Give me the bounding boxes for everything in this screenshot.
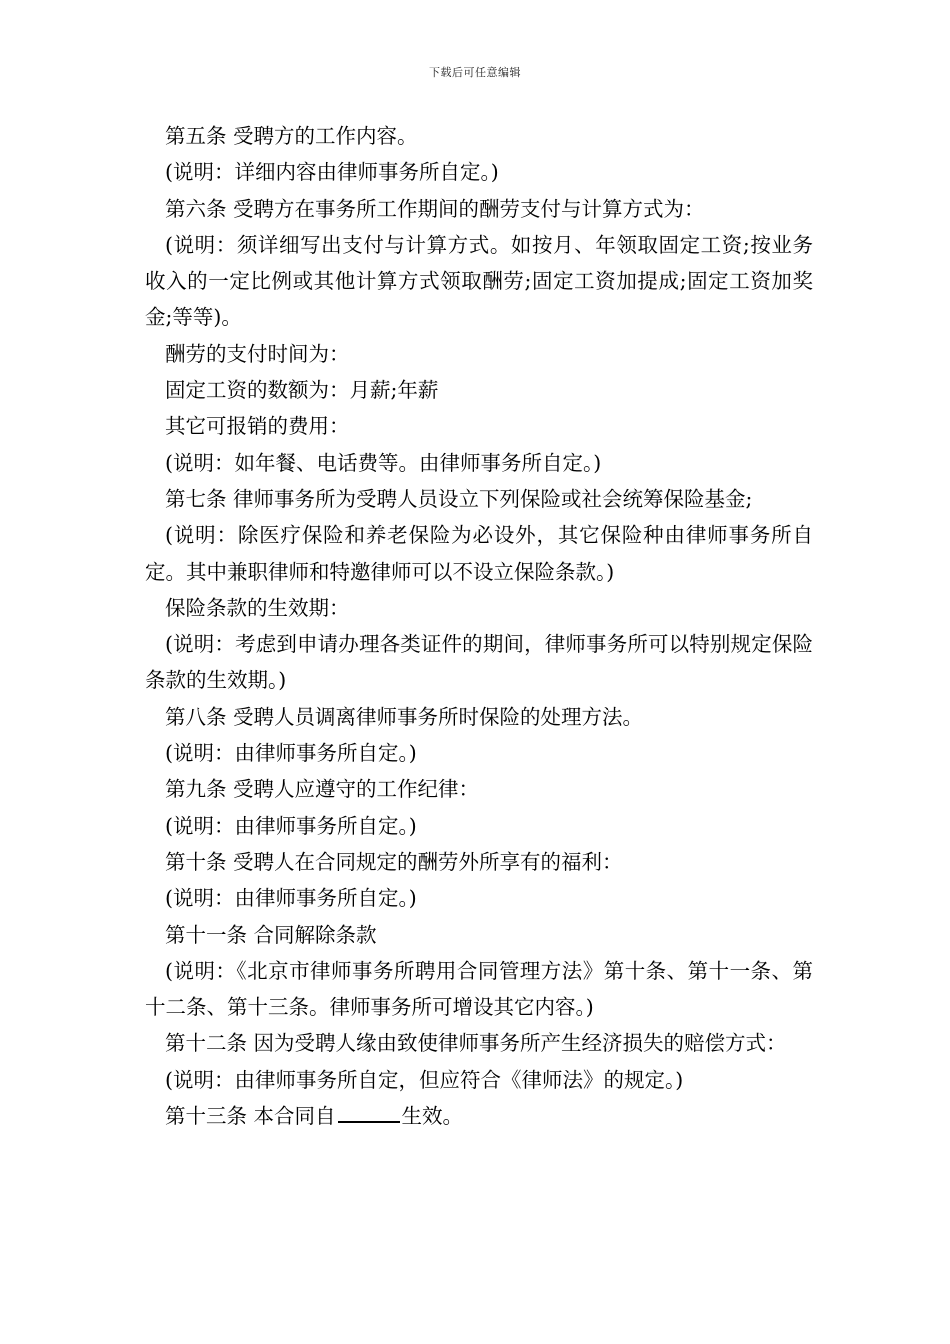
article-8: 第八条 受聘人员调离律师事务所时保险的处理方法。 [165, 704, 644, 729]
article-11-note: (说明：《北京市律师事务所聘用合同管理方法》第十条、第十一条、第十二条、第十三条。律师事务所可增设其它内容。) [145, 958, 813, 1020]
fixed-salary: 固定工资的数额为：月薪;年薪 [165, 378, 439, 403]
payment-time: 酬劳的支付时间为： [165, 341, 350, 366]
article-13 [145, 1098, 813, 1134]
article-6: 第六条 受聘方在事务所工作期间的酬劳支付与计算方式为： [165, 196, 705, 221]
article-9: 第九条 受聘人应遵守的工作纪律： [165, 777, 480, 802]
article-10: 第十条 受聘人在合同规定的酬劳外所享有的福利： [165, 849, 623, 874]
article-13-text-before: 第十三条 本合同自 [165, 1104, 336, 1129]
article-12: 第十二条 因为受聘人缘由致使律师事务所产生经济损失的赔偿方式： [165, 1031, 787, 1056]
reimbursable-expenses: 其它可报销的费用： [165, 414, 350, 439]
page-header: 下载后可任意编辑 [429, 66, 521, 79]
article-7-note: (说明：除医疗保险和养老保险为必设外，其它保险种由律师事务所自定。其中兼职律师和特邀律师可以不设立保险条款。) [145, 523, 813, 584]
article-10-note: (说明：由律师事务所自定。) [165, 886, 417, 911]
document-body [145, 118, 813, 1134]
article-12-note: (说明：由律师事务所自定，但应符合《律师法》的规定。) [165, 1067, 684, 1092]
article-6-note: (说明：须详细写出支付与计算方式。如按月、年领取固定工资;按业务收入的一定比例或其他计算方式领取酬劳;固定工资加提成;固定工资加奖金;等等)。 [145, 232, 813, 330]
article-13-text-after: 生效。 [401, 1104, 464, 1129]
article-8-note: (说明：由律师事务所自定。) [165, 741, 417, 766]
insurance-effective-note: (说明：考虑到申请办理各类证件的期间，律师事务所可以特别规定保险条款的生效期。) [145, 632, 813, 693]
article-5: 第五条 受聘方的工作内容。 [165, 124, 418, 148]
insurance-effective-period: 保险条款的生效期： [165, 595, 350, 620]
article-11: 第十一条 合同解除条款 [165, 922, 377, 947]
date-blank-line [338, 1099, 400, 1123]
expenses-note: (说明：如年餐、电话费等。由律师事务所自定。) [165, 450, 602, 475]
article-5-note: (说明：详细内容由律师事务所自定。) [165, 160, 499, 185]
article-9-note: (说明：由律师事务所自定。) [165, 813, 417, 838]
article-7: 第七条 律师事务所为受聘人员设立下列保险或社会统筹保险基金; [165, 486, 753, 511]
